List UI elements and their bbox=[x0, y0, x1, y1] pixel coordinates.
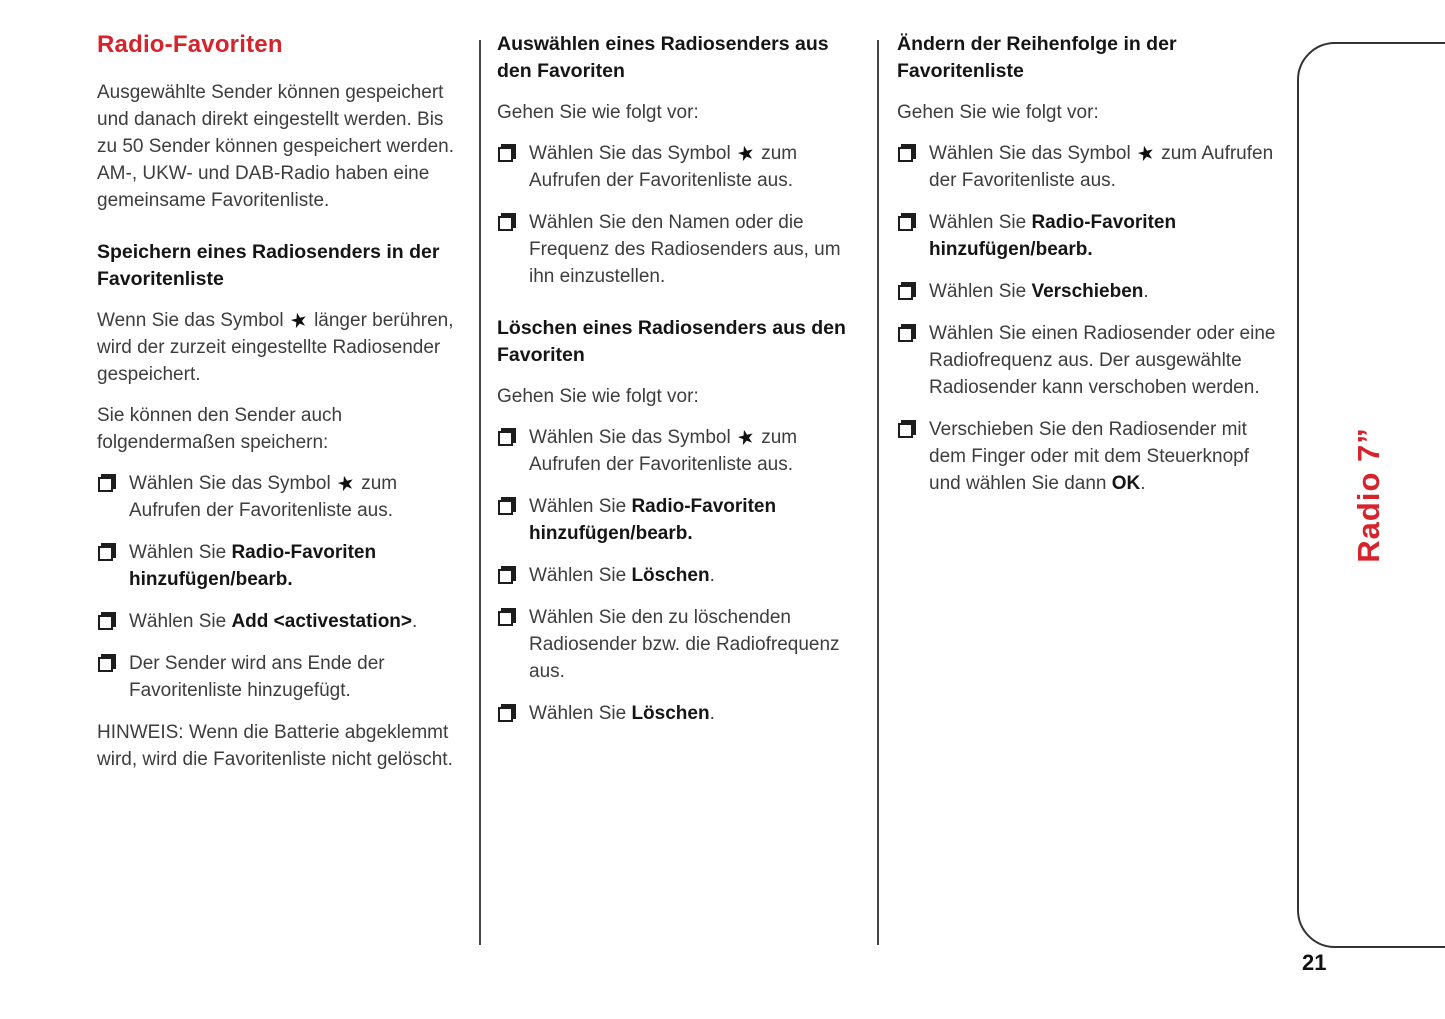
text-segment: Löschen bbox=[631, 565, 710, 586]
text-segment: Wählen Sie das Symbol bbox=[129, 473, 336, 494]
checkbox-bullet-icon bbox=[898, 285, 913, 300]
list-item bbox=[97, 539, 465, 593]
checkbox-bullet-icon bbox=[498, 569, 513, 584]
paragraph bbox=[497, 383, 865, 410]
list-item bbox=[497, 424, 865, 478]
section-heading bbox=[897, 31, 1282, 85]
list-item bbox=[497, 493, 865, 547]
text-segment: Sie können den Sender auch folgendermaßen speichern: bbox=[97, 405, 343, 453]
list-item-text bbox=[929, 320, 1282, 401]
text-segment: Add <activestation> bbox=[231, 611, 413, 632]
text-segment: Auswählen eines Radiosenders aus den Favoriten bbox=[497, 33, 829, 82]
paragraph bbox=[497, 99, 865, 126]
text-segment: Wählen Sie bbox=[129, 542, 232, 563]
text-segment: Wählen Sie bbox=[129, 611, 232, 632]
text-segment: Wählen Sie bbox=[529, 496, 632, 517]
list-item-text bbox=[529, 140, 865, 194]
checkbox-bullet-icon bbox=[498, 500, 513, 515]
section-tab bbox=[1297, 42, 1445, 948]
checkbox-bullet-icon bbox=[898, 327, 913, 342]
text-segment: . bbox=[412, 611, 418, 632]
list-item bbox=[97, 470, 465, 524]
paragraph bbox=[97, 79, 465, 214]
star-icon: ★ bbox=[734, 141, 758, 167]
text-segment: zum Aufrufen der Favoritenliste aus. bbox=[129, 473, 398, 521]
list-item-text bbox=[529, 424, 865, 478]
text-segment: Verschieben Sie den Radiosender mit dem Finger oder mit dem Steuerknopf und wählen Sie dann bbox=[929, 419, 1249, 494]
list-item bbox=[897, 320, 1282, 401]
star-icon: ★ bbox=[1134, 141, 1158, 167]
text-segment: Radio-Favoriten hinzufügen/bearb. bbox=[929, 212, 1177, 260]
list-item-text bbox=[129, 650, 465, 704]
text-segment: Wählen Sie bbox=[529, 565, 632, 586]
text-segment: Speichern eines Radiosenders in der Favoritenliste bbox=[97, 241, 440, 290]
star-icon: ★ bbox=[287, 308, 311, 334]
text-segment: . bbox=[709, 703, 715, 724]
list-item-text bbox=[529, 209, 865, 290]
list-item bbox=[497, 140, 865, 194]
text-segment: Wählen Sie bbox=[529, 703, 632, 724]
text-segment: . bbox=[709, 565, 715, 586]
text-segment: Der Sender wird ans Ende der Favoritenliste hinzugefügt. bbox=[129, 653, 385, 701]
text-segment: Wählen Sie das Symbol bbox=[929, 143, 1136, 164]
page-title bbox=[97, 31, 465, 59]
checkbox-bullet-icon bbox=[498, 216, 513, 231]
list-item bbox=[897, 416, 1282, 497]
section-heading bbox=[97, 239, 465, 293]
text-segment: zum Aufrufen der Favoritenliste aus. bbox=[929, 143, 1274, 191]
list-item-text bbox=[929, 140, 1282, 194]
text-segment: Radio-Favoriten bbox=[97, 31, 283, 58]
text-segment: HINWEIS: Wenn die Batterie abgeklemmt wird, wird die Favoritenliste nicht gelöscht. bbox=[97, 722, 453, 770]
star-icon: ★ bbox=[334, 471, 358, 497]
paragraph bbox=[897, 99, 1282, 126]
list-item-text bbox=[129, 470, 465, 524]
text-segment: Radio-Favoriten hinzufügen/bearb. bbox=[129, 542, 377, 590]
list-item-text bbox=[929, 209, 1282, 263]
section-tab-label: Radio 7” bbox=[1351, 427, 1386, 563]
text-segment: Gehen Sie wie folgt vor: bbox=[497, 386, 699, 407]
column-3 bbox=[897, 31, 1282, 512]
text-segment: Radio-Favoriten hinzufügen/bearb. bbox=[529, 496, 777, 544]
list-item bbox=[97, 650, 465, 704]
text-segment: Wählen Sie den Namen oder die Frequenz des Radiosenders aus, um ihn einzustellen. bbox=[529, 212, 841, 287]
list-item-text bbox=[529, 493, 865, 547]
list-item bbox=[497, 562, 865, 589]
text-segment: Löschen bbox=[631, 703, 710, 724]
list-item-text bbox=[529, 700, 865, 727]
checkbox-bullet-icon bbox=[498, 431, 513, 446]
text-segment: Ausgewählte Sender können gespeichert und danach direkt eingestellt werden. Bis zu 50 Sender können gespeichert werden. AM-, UKW- und DAB-Radio haben eine gemeinsame Favoritenliste. bbox=[97, 82, 455, 211]
paragraph bbox=[97, 402, 465, 456]
checkbox-bullet-icon bbox=[98, 546, 113, 561]
star-icon: ★ bbox=[734, 425, 758, 451]
text-segment: . bbox=[1140, 473, 1146, 494]
list-item-text bbox=[529, 562, 865, 589]
list-item-text bbox=[129, 608, 465, 635]
text-segment: Wählen Sie bbox=[929, 212, 1032, 233]
paragraph bbox=[97, 719, 465, 773]
text-segment: Wählen Sie das Symbol bbox=[529, 427, 736, 448]
checkbox-bullet-icon bbox=[98, 615, 113, 630]
checkbox-bullet-icon bbox=[898, 147, 913, 162]
list-item-text bbox=[129, 539, 465, 593]
list-item bbox=[897, 140, 1282, 194]
page-number: 21 bbox=[1302, 950, 1327, 975]
list-item-text bbox=[929, 416, 1282, 497]
text-segment: Ändern der Reihenfolge in der Favoritenliste bbox=[897, 33, 1177, 82]
text-segment: zum Aufrufen der Favoritenliste aus. bbox=[529, 427, 798, 475]
list-item bbox=[497, 209, 865, 290]
checkbox-bullet-icon bbox=[98, 657, 113, 672]
section-heading bbox=[497, 31, 865, 85]
checkbox-bullet-icon bbox=[98, 477, 113, 492]
text-segment: Löschen eines Radiosenders aus den Favoriten bbox=[497, 317, 846, 366]
list-item bbox=[497, 700, 865, 727]
checkbox-bullet-icon bbox=[498, 147, 513, 162]
column-1 bbox=[97, 31, 465, 787]
checkbox-bullet-icon bbox=[898, 423, 913, 438]
paragraph bbox=[97, 307, 465, 388]
text-segment: . bbox=[1143, 281, 1149, 302]
column-2 bbox=[497, 31, 865, 742]
text-segment: zum Aufrufen der Favoritenliste aus. bbox=[529, 143, 798, 191]
text-segment: OK bbox=[1111, 473, 1141, 494]
text-segment: Wählen Sie einen Radiosender oder eine Radiofrequenz aus. Der ausgewählte Radiosender kann verschoben werden. bbox=[929, 323, 1276, 398]
text-segment: Wählen Sie bbox=[929, 281, 1032, 302]
list-item-text bbox=[929, 278, 1282, 305]
section-heading bbox=[497, 315, 865, 369]
text-segment: Verschieben bbox=[1031, 281, 1144, 302]
checkbox-bullet-icon bbox=[898, 216, 913, 231]
column-divider bbox=[877, 40, 879, 945]
text-segment: Gehen Sie wie folgt vor: bbox=[497, 102, 699, 123]
checkbox-bullet-icon bbox=[498, 611, 513, 626]
checkbox-bullet-icon bbox=[498, 707, 513, 722]
column-divider bbox=[479, 40, 481, 945]
list-item bbox=[497, 604, 865, 685]
list-item bbox=[97, 608, 465, 635]
text-segment: Wählen Sie den zu löschenden Radiosender bzw. die Radiofrequenz aus. bbox=[529, 607, 840, 682]
text-segment: Wählen Sie das Symbol bbox=[529, 143, 736, 164]
text-segment: länger berühren, wird der zurzeit eingestellte Radiosender gespeichert. bbox=[97, 310, 454, 385]
text-segment: Gehen Sie wie folgt vor: bbox=[897, 102, 1099, 123]
list-item bbox=[897, 209, 1282, 263]
list-item bbox=[897, 278, 1282, 305]
list-item-text bbox=[529, 604, 865, 685]
text-segment: Wenn Sie das Symbol bbox=[97, 310, 289, 331]
